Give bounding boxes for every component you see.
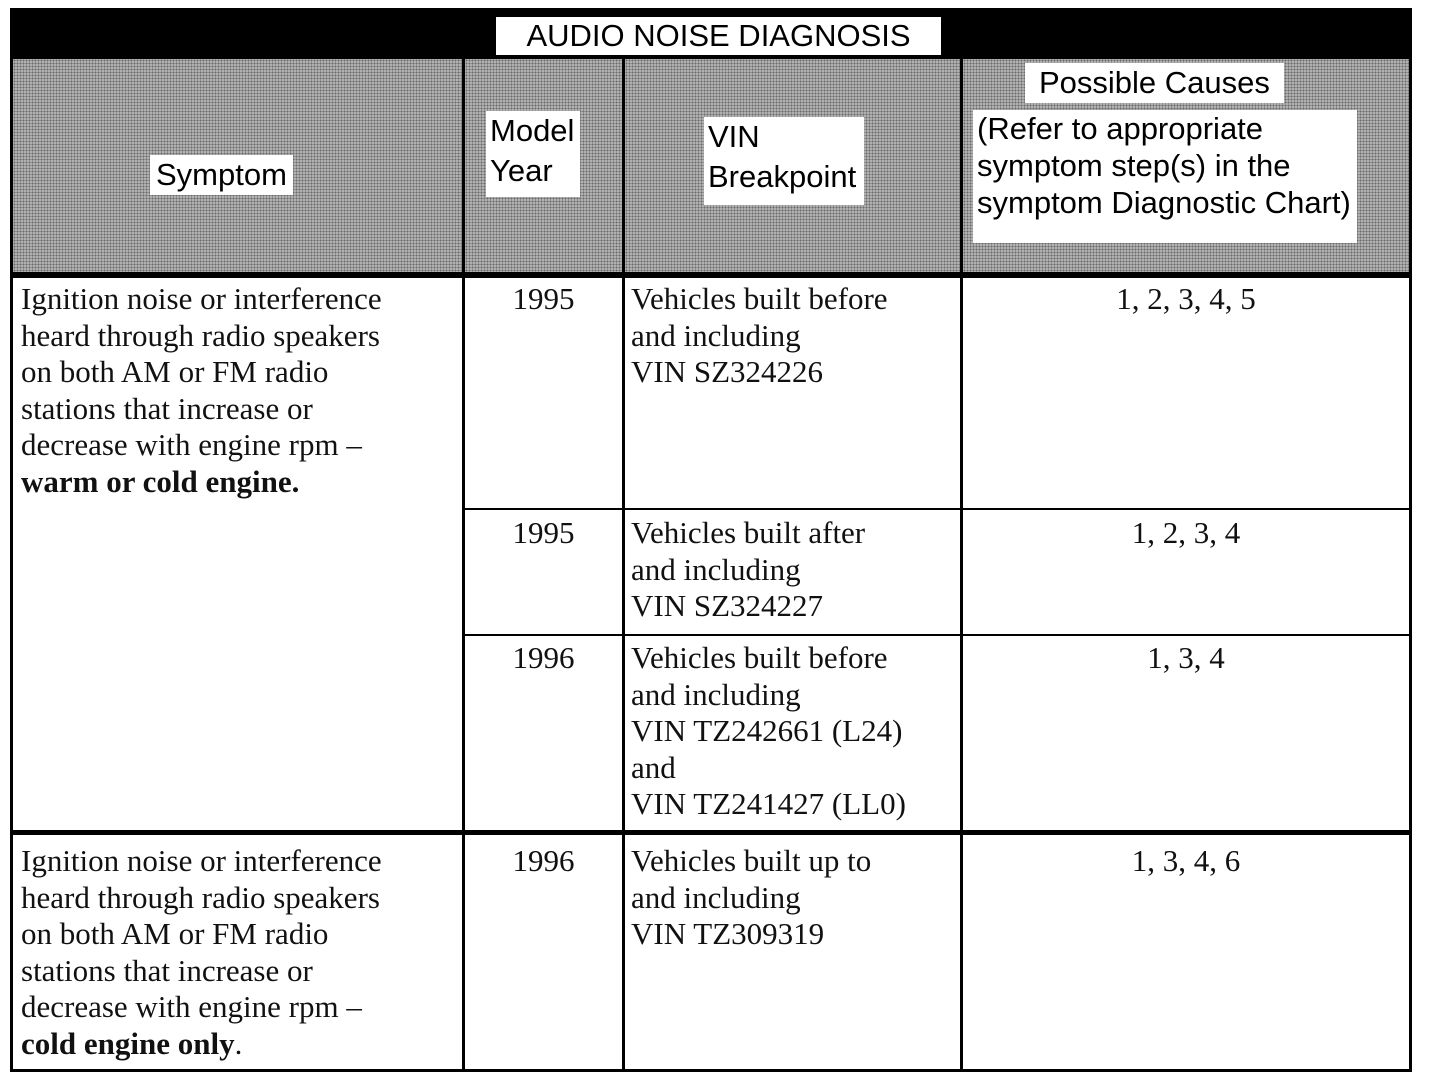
- vin-line: Vehicles built before: [631, 640, 888, 675]
- symptom-line: stations that increase or: [21, 390, 313, 426]
- header-model-year-cell: [465, 59, 622, 275]
- column-divider: [622, 59, 625, 1069]
- header-model-year-line: Year: [490, 153, 553, 188]
- header-symptom: Symptom: [150, 155, 293, 195]
- symptom-line: Ignition noise or interference: [21, 281, 382, 316]
- vin-line: VIN TZ242661 (L24): [631, 713, 903, 748]
- model-year: 1995: [512, 515, 575, 550]
- vin-line: Vehicles built after: [631, 515, 866, 550]
- symptom-line: heard through radio speakers: [21, 317, 380, 353]
- vin-breakpoint: [631, 281, 888, 391]
- header-model-year-line: Model: [490, 113, 575, 148]
- row-divider: [465, 634, 1409, 636]
- vin-line: and including: [631, 676, 801, 712]
- header-vin-breakpoint: [704, 117, 864, 205]
- symptom-line: decrease with engine rpm –: [21, 989, 362, 1024]
- possible-causes: 1, 3, 4: [1147, 640, 1225, 675]
- header-causes-note-line: (Refer to appropriate: [977, 111, 1264, 146]
- possible-causes: 1, 3, 4, 6: [1131, 843, 1241, 878]
- group-divider: [13, 830, 1409, 835]
- header-divider: [13, 272, 1409, 278]
- table-title: AUDIO NOISE DIAGNOSIS: [496, 17, 941, 55]
- symptom-line: on both AM or FM radio: [21, 916, 329, 951]
- vin-line: Vehicles built up to: [631, 843, 872, 878]
- vin-line: Vehicles built before: [631, 281, 888, 316]
- vin-line: VIN TZ309319: [631, 916, 825, 951]
- symptom-line: decrease with engine rpm –: [21, 427, 362, 462]
- header-possible-causes: Possible Causes: [1025, 63, 1284, 103]
- model-year: 1996: [512, 843, 575, 878]
- symptom-line: stations that increase or: [21, 952, 313, 988]
- column-divider: [960, 59, 963, 1069]
- vin-breakpoint: [631, 640, 906, 823]
- symptom-line: Ignition noise or interference: [21, 843, 382, 878]
- header-causes-note: [973, 110, 1357, 243]
- header-symptom-cell: [13, 59, 462, 275]
- vin-line: and including: [631, 551, 801, 587]
- header-causes-note-line: symptom step(s) in the: [977, 148, 1291, 183]
- header-vin-line: VIN: [708, 119, 760, 154]
- vin-line: VIN SZ324227: [631, 588, 824, 623]
- model-year: 1995: [512, 281, 575, 316]
- header-vin-cell: [625, 59, 960, 275]
- symptom-line: heard through radio speakers: [21, 879, 380, 915]
- vin-line: VIN SZ324226: [631, 354, 824, 389]
- header-causes-cell: [963, 59, 1409, 275]
- vin-line: VIN TZ241427 (LL0): [631, 786, 906, 821]
- possible-causes: 1, 2, 3, 4, 5: [1116, 281, 1256, 316]
- header-causes-note-line: symptom Diagnostic Chart): [977, 185, 1351, 220]
- vin-line: and including: [631, 879, 801, 915]
- model-year: 1996: [512, 640, 575, 675]
- symptom-condition: warm or cold engine.: [21, 463, 300, 499]
- symptom-cell: [21, 281, 382, 500]
- vin-line: and: [631, 749, 676, 785]
- vin-line: and including: [631, 317, 801, 353]
- header-vin-line: Breakpoint: [708, 159, 857, 194]
- symptom-line: on both AM or FM radio: [21, 354, 329, 389]
- symptom-cell: [21, 843, 382, 1062]
- possible-causes: 1, 2, 3, 4: [1131, 515, 1241, 550]
- symptom-tail: .: [234, 1025, 243, 1061]
- row-divider: [465, 508, 1409, 510]
- audio-noise-diagnosis-table: [10, 8, 1412, 1072]
- symptom-condition: cold engine only: [21, 1025, 235, 1061]
- title-bar: [13, 11, 1409, 59]
- header-model-year: [486, 111, 580, 197]
- vin-breakpoint: [631, 515, 865, 625]
- column-divider: [462, 59, 465, 1069]
- vin-breakpoint: [631, 843, 871, 953]
